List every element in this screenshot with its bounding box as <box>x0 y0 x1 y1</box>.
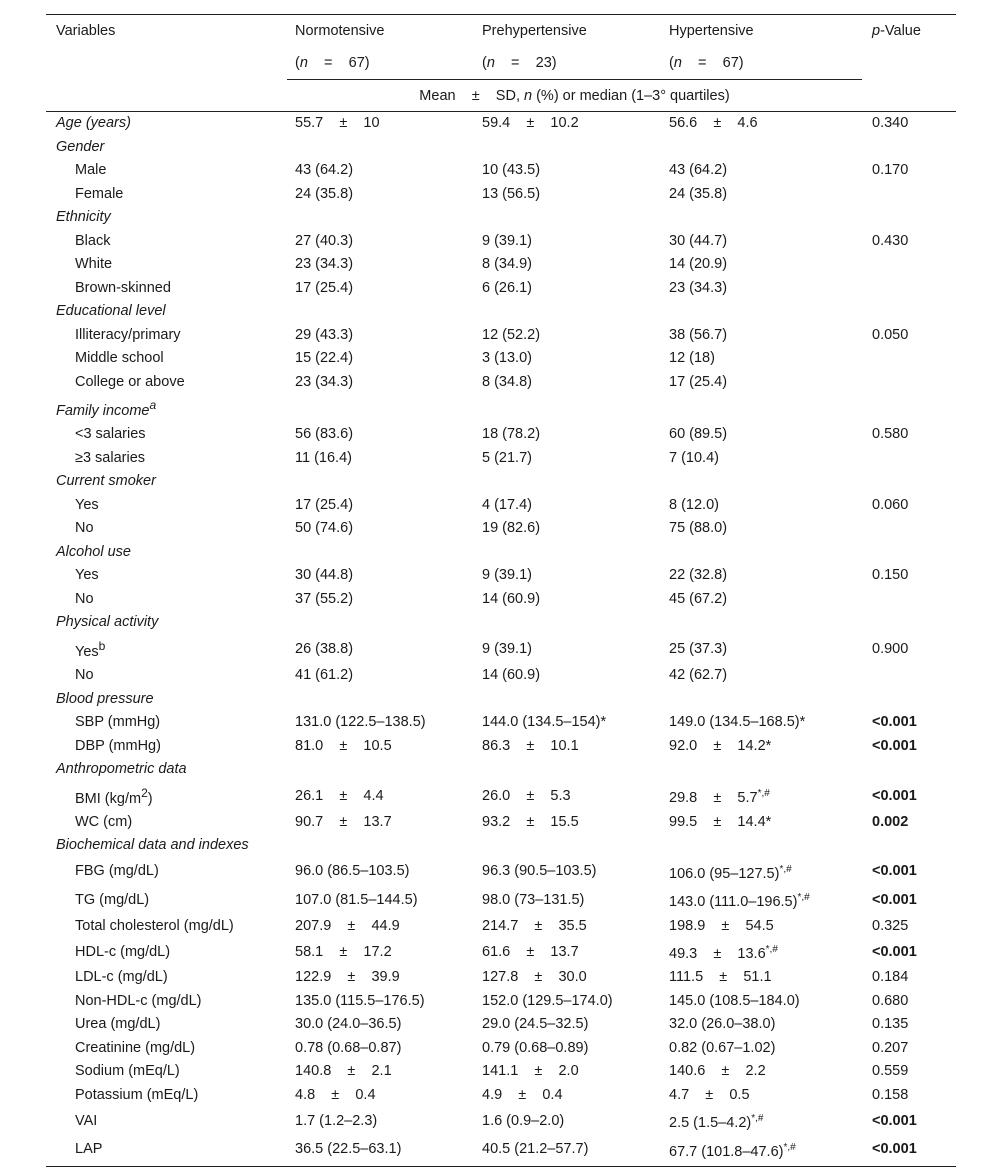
header-normotensive: Normotensive <box>295 23 385 39</box>
p-value-cell: 0.184 <box>872 969 909 986</box>
header-statistics-note: Mean ± SD, n (%) or median (1–3° quartiles) <box>419 88 730 104</box>
value-cell: 17 (25.4) <box>295 279 354 296</box>
value-cell: 43 (64.2) <box>669 162 728 178</box>
p-value-cell: <0.001 <box>872 737 917 754</box>
value-cell: 26.0 ± 5.3 <box>482 787 571 804</box>
value-cell: 32.0 (26.0–38.0) <box>669 1016 776 1033</box>
p-value-cell: 0.207 <box>872 1039 909 1056</box>
p-value-cell: <0.001 <box>872 863 917 880</box>
variable-label: Blood pressure <box>56 690 154 707</box>
value-cell <box>482 688 669 712</box>
header-variables: Variables <box>56 23 116 39</box>
p-value-cell <box>872 206 956 230</box>
value-cell: 50 (74.6) <box>295 520 354 537</box>
variable-label: White <box>75 256 113 272</box>
variable-label: Biochemical data and indexes <box>56 837 249 854</box>
variable-label: Total cholesterol (mg/dL) <box>75 917 234 934</box>
value-cell <box>482 300 669 324</box>
value-cell: 29.0 (24.5–32.5) <box>482 1016 589 1033</box>
value-cell: 141.1 ± 2.0 <box>482 1063 579 1080</box>
value-cell: 4.9 ± 0.4 <box>482 1086 563 1103</box>
value-cell: 30 (44.8) <box>295 567 354 584</box>
value-cell: 26 (38.8) <box>295 640 354 657</box>
value-cell <box>669 611 872 635</box>
table-row <box>46 494 956 518</box>
value-cell <box>295 688 482 712</box>
table-row <box>46 324 956 348</box>
value-cell: 107.0 (81.5–144.5) <box>295 891 418 908</box>
value-cell: 8 (34.8) <box>482 373 532 390</box>
p-value-cell: 0.680 <box>872 992 909 1009</box>
variable-label: Anthropometric data <box>56 761 187 778</box>
value-cell: 92.0 ± 14.2* <box>669 737 772 754</box>
table-row <box>46 277 956 301</box>
p-value-cell <box>872 664 956 688</box>
p-value-cell <box>872 183 956 207</box>
value-cell <box>669 688 872 712</box>
table-row <box>46 966 956 990</box>
value-cell: 5 (21.7) <box>482 449 532 466</box>
variable-label: BMI $(kg/m^2)$ <box>75 785 153 807</box>
p-value-cell <box>872 371 956 395</box>
value-cell: 30 (44.7) <box>669 232 728 249</box>
table-row <box>46 183 956 207</box>
variable-label: Physical activity <box>56 614 159 631</box>
group-row <box>46 541 956 565</box>
value-cell: 14 (60.9) <box>482 590 541 607</box>
value-cell: 6 (26.1) <box>482 279 532 296</box>
value-cell: 11 (16.4) <box>295 449 352 466</box>
value-cell: 198.9 ± 54.5 <box>669 917 774 934</box>
value-cell: 96.3 (90.5–103.5) <box>482 863 597 880</box>
table-row <box>46 938 956 966</box>
value-cell <box>669 206 872 230</box>
value-cell: 25 (37.3) <box>669 640 728 657</box>
table-row <box>46 886 956 914</box>
table-row <box>46 564 956 588</box>
value-cell: 214.7 ± 35.5 <box>482 917 587 934</box>
value-cell: 23 (34.3) <box>295 256 354 272</box>
header-prehypertensive: Prehypertensive <box>482 23 587 39</box>
value-cell: 49.3 ± 13.6*,# <box>669 944 778 962</box>
p-value-cell: <0.001 <box>872 1141 917 1158</box>
value-cell: 56 (83.6) <box>295 426 354 443</box>
value-cell <box>669 470 872 494</box>
value-cell: 86.3 ± 10.1 <box>482 737 579 754</box>
value-cell: 145.0 (108.5–184.0) <box>669 992 800 1009</box>
value-cell <box>669 300 872 324</box>
p-value-cell: <0.001 <box>872 943 917 960</box>
group-row <box>46 834 956 858</box>
table-row <box>46 711 956 735</box>
group-row <box>46 688 956 712</box>
value-cell <box>669 394 872 423</box>
variable-label: Family income$^a$ <box>56 398 157 419</box>
value-cell: 29.8 ± 5.7*,# <box>669 788 770 806</box>
table-row <box>46 517 956 541</box>
variable-label: SBP (mmHg) <box>75 714 161 731</box>
value-cell <box>482 394 669 423</box>
value-cell: 56.6 ± 4.6 <box>669 115 758 131</box>
p-value-cell: 0.340 <box>872 115 909 131</box>
value-cell: 140.8 ± 2.1 <box>295 1063 392 1080</box>
value-cell: 7 (10.4) <box>669 449 719 466</box>
value-cell: 36.5 (22.5–63.1) <box>295 1141 402 1158</box>
table-row <box>46 1060 956 1084</box>
p-value-cell <box>872 394 956 423</box>
table-row <box>46 1037 956 1061</box>
value-cell: 0.79 (0.68–0.89) <box>482 1039 589 1056</box>
value-cell: 18 (78.2) <box>482 426 541 443</box>
variable-label: Urea (mg/dL) <box>75 1016 161 1033</box>
variable-label: Illiteracy/primary <box>75 326 181 343</box>
group-row <box>46 758 956 782</box>
variable-label: FBG (mg/dL) <box>75 863 159 880</box>
value-cell: 10 (43.5) <box>482 162 541 178</box>
value-cell: 38 (56.7) <box>669 326 728 343</box>
p-value-cell <box>872 253 956 277</box>
value-cell: 1.6 (0.9–2.0) <box>482 1112 565 1129</box>
table-row <box>46 447 956 471</box>
results-table <box>46 14 956 1167</box>
table-row <box>46 1013 956 1037</box>
value-cell: 106.0 (95–127.5)*,# <box>669 863 792 882</box>
p-value-cell: 0.580 <box>872 426 909 443</box>
value-cell: 12 (18) <box>669 350 715 366</box>
p-value-cell: <0.001 <box>872 1112 917 1129</box>
value-cell: 14 (20.9) <box>669 256 728 272</box>
value-cell: 140.6 ± 2.2 <box>669 1063 766 1080</box>
variable-label: LAP <box>75 1141 103 1158</box>
value-cell <box>295 136 482 160</box>
value-cell <box>295 394 482 423</box>
variable-label: Gender <box>56 138 105 155</box>
value-cell: 60 (89.5) <box>669 426 728 443</box>
p-value-cell: 0.002 <box>872 813 909 830</box>
header-n-normotensive: (n = 67) <box>295 55 370 71</box>
table-row <box>46 347 956 371</box>
variable-label: No <box>75 667 94 684</box>
group-row <box>46 300 956 324</box>
header-n-prehypertensive: (n = 23) <box>482 55 557 71</box>
p-value-cell <box>872 541 956 565</box>
value-cell: 4 (17.4) <box>482 496 532 513</box>
value-cell: 131.0 (122.5–138.5) <box>295 714 426 731</box>
value-cell: 24 (35.8) <box>295 185 354 202</box>
value-cell: 23 (34.3) <box>669 279 728 296</box>
value-cell: 55.7 ± 10 <box>295 115 380 131</box>
value-cell <box>482 834 669 858</box>
p-value-cell <box>872 611 956 635</box>
value-cell: 75 (88.0) <box>669 520 728 537</box>
variable-label: College or above <box>75 373 185 390</box>
value-cell: 122.9 ± 39.9 <box>295 969 400 986</box>
table-row <box>46 664 956 688</box>
variable-label: Male <box>75 162 107 178</box>
p-value-cell: 0.325 <box>872 917 909 934</box>
value-cell: 29 (43.3) <box>295 326 354 343</box>
table-row <box>46 1136 956 1164</box>
variable-label: VAI <box>75 1112 98 1129</box>
value-cell <box>482 541 669 565</box>
value-cell: 4.7 ± 0.5 <box>669 1086 750 1103</box>
value-cell: 149.0 (134.5–168.5)* <box>669 714 806 731</box>
header-n-hypertensive: (n = 67) <box>669 55 744 71</box>
value-cell: 144.0 (134.5–154)* <box>482 714 607 731</box>
variable-label: LDL-c (mg/dL) <box>75 969 168 986</box>
variable-label: Yes <box>75 567 99 584</box>
p-value-cell <box>872 834 956 858</box>
variable-label: ≥3 salaries <box>75 449 146 466</box>
value-cell <box>482 611 669 635</box>
variable-label: Black <box>75 232 111 249</box>
group-row <box>46 470 956 494</box>
variable-label: Alcohol use <box>56 543 131 560</box>
value-cell <box>295 470 482 494</box>
variable-label: HDL-c (mg/dL) <box>75 943 171 960</box>
variable-label: Non-HDL-c (mg/dL) <box>75 992 202 1009</box>
variable-label: Yes$^b$ <box>75 638 106 660</box>
p-value-cell <box>872 447 956 471</box>
table-header <box>46 15 956 111</box>
header-pvalue: p-Value <box>872 23 921 39</box>
p-value-cell: 0.559 <box>872 1063 909 1080</box>
value-cell: 67.7 (101.8–47.6)*,# <box>669 1141 796 1160</box>
p-value-cell <box>872 758 956 782</box>
value-cell: 41 (61.2) <box>295 667 354 684</box>
p-value-cell: 0.060 <box>872 496 909 513</box>
table-row <box>46 423 956 447</box>
table-row <box>46 915 956 939</box>
variable-label: DBP (mmHg) <box>75 737 161 754</box>
table-row <box>46 858 956 886</box>
value-cell <box>669 541 872 565</box>
value-cell: 59.4 ± 10.2 <box>482 115 579 131</box>
value-cell <box>482 136 669 160</box>
value-cell: 1.7 (1.2–2.3) <box>295 1112 378 1129</box>
p-value-cell <box>872 517 956 541</box>
p-value-cell: <0.001 <box>872 891 917 908</box>
variable-label: Sodium (mEq/L) <box>75 1063 180 1080</box>
value-cell: 135.0 (115.5–176.5) <box>295 992 425 1009</box>
value-cell: 22 (32.8) <box>669 567 728 584</box>
header-group-rule <box>287 79 862 80</box>
value-cell <box>669 136 872 160</box>
variable-label: No <box>75 520 94 537</box>
table-row <box>46 371 956 395</box>
value-cell: 23 (34.3) <box>295 373 354 390</box>
variable-label: Potassium (mEq/L) <box>75 1086 199 1103</box>
value-cell: 3 (13.0) <box>482 350 532 366</box>
value-cell: 13 (56.5) <box>482 185 541 202</box>
value-cell: 8 (12.0) <box>669 496 719 513</box>
table-body <box>46 112 956 1164</box>
header-hypertensive: Hypertensive <box>669 23 754 39</box>
value-cell: 111.5 ± 51.1 <box>669 969 772 986</box>
value-cell: 17 (25.4) <box>669 373 728 390</box>
value-cell: 40.5 (21.2–57.7) <box>482 1141 589 1158</box>
table-row <box>46 159 956 183</box>
value-cell: 26.1 ± 4.4 <box>295 787 384 804</box>
p-value-cell <box>872 470 956 494</box>
value-cell: 43 (64.2) <box>295 162 354 178</box>
value-cell: 90.7 ± 13.7 <box>295 813 392 830</box>
table-row <box>46 782 956 811</box>
p-value-cell <box>872 588 956 612</box>
p-value-cell <box>872 347 956 371</box>
value-cell: 9 (39.1) <box>482 567 532 584</box>
variable-label: Ethnicity <box>56 209 111 225</box>
p-value-cell: 0.050 <box>872 326 909 343</box>
variable-label: Brown-skinned <box>75 279 171 296</box>
value-cell <box>295 300 482 324</box>
value-cell: 0.78 (0.68–0.87) <box>295 1039 402 1056</box>
value-cell: 8 (34.9) <box>482 256 532 272</box>
table-row <box>46 990 956 1014</box>
value-cell: 17 (25.4) <box>295 496 354 513</box>
value-cell <box>669 758 872 782</box>
p-value-cell <box>872 136 956 160</box>
variable-label: No <box>75 590 94 607</box>
table-row <box>46 811 956 835</box>
value-cell: 9 (39.1) <box>482 232 532 249</box>
group-row <box>46 611 956 635</box>
p-value-cell: 0.135 <box>872 1016 909 1033</box>
value-cell: 143.0 (111.0–196.5)*,# <box>669 892 810 911</box>
group-row <box>46 394 956 423</box>
value-cell: 27 (40.3) <box>295 232 354 249</box>
p-value-cell: 0.150 <box>872 567 909 584</box>
variable-label: TG (mg/dL) <box>75 891 150 908</box>
value-cell: 30.0 (24.0–36.5) <box>295 1016 402 1033</box>
table-row <box>46 735 956 759</box>
group-row <box>46 206 956 230</box>
table-row <box>46 1107 956 1135</box>
value-cell <box>482 758 669 782</box>
value-cell: 19 (82.6) <box>482 520 541 537</box>
variable-label: WC (cm) <box>75 813 133 830</box>
p-value-cell: 0.430 <box>872 232 909 249</box>
variable-label: Creatinine (mg/dL) <box>75 1039 196 1056</box>
variable-label: Current smoker <box>56 473 156 490</box>
value-cell: 24 (35.8) <box>669 185 728 202</box>
value-cell <box>482 470 669 494</box>
value-cell: 9 (39.1) <box>482 640 532 657</box>
table-row <box>46 112 956 136</box>
variable-label: Educational level <box>56 303 166 319</box>
table-row <box>46 253 956 277</box>
value-cell: 15 (22.4) <box>295 350 354 366</box>
value-cell: 37 (55.2) <box>295 590 354 607</box>
p-value-cell: <0.001 <box>872 787 917 804</box>
value-cell: 2.5 (1.5–4.2)*,# <box>669 1113 764 1132</box>
value-cell: 4.8 ± 0.4 <box>295 1086 376 1103</box>
group-row <box>46 136 956 160</box>
value-cell: 61.6 ± 13.7 <box>482 943 579 960</box>
value-cell <box>295 206 482 230</box>
table-row <box>46 635 956 664</box>
p-value-cell <box>872 300 956 324</box>
value-cell: 12 (52.2) <box>482 326 541 343</box>
variable-label: Female <box>75 185 124 202</box>
value-cell <box>295 834 482 858</box>
table-row <box>46 230 956 254</box>
value-cell: 42 (62.7) <box>669 667 728 684</box>
p-value-cell: 0.158 <box>872 1086 909 1103</box>
value-cell: 81.0 ± 10.5 <box>295 737 392 754</box>
value-cell: 152.0 (129.5–174.0) <box>482 992 613 1009</box>
p-value-cell: <0.001 <box>872 714 917 731</box>
table-row <box>46 1084 956 1108</box>
variable-label: Middle school <box>75 350 164 366</box>
value-cell <box>295 611 482 635</box>
variable-label: <3 salaries <box>75 426 146 443</box>
table-row <box>46 588 956 612</box>
value-cell: 14 (60.9) <box>482 667 541 684</box>
value-cell: 45 (67.2) <box>669 590 728 607</box>
value-cell: 98.0 (73–131.5) <box>482 891 585 908</box>
value-cell: 99.5 ± 14.4* <box>669 813 772 830</box>
value-cell <box>295 541 482 565</box>
p-value-cell: 0.170 <box>872 162 909 178</box>
p-value-cell: 0.900 <box>872 640 909 657</box>
value-cell: 93.2 ± 15.5 <box>482 813 579 830</box>
value-cell <box>669 834 872 858</box>
value-cell <box>295 758 482 782</box>
p-value-cell <box>872 277 956 301</box>
value-cell: 207.9 ± 44.9 <box>295 917 400 934</box>
value-cell: 58.1 ± 17.2 <box>295 943 392 960</box>
value-cell: 127.8 ± 30.0 <box>482 969 587 986</box>
p-value-cell <box>872 688 956 712</box>
value-cell: 0.82 (0.67–1.02) <box>669 1039 776 1056</box>
variable-label: Age (years) <box>56 115 131 131</box>
variable-label: Yes <box>75 496 99 513</box>
value-cell <box>482 206 669 230</box>
value-cell: 96.0 (86.5–103.5) <box>295 863 410 880</box>
